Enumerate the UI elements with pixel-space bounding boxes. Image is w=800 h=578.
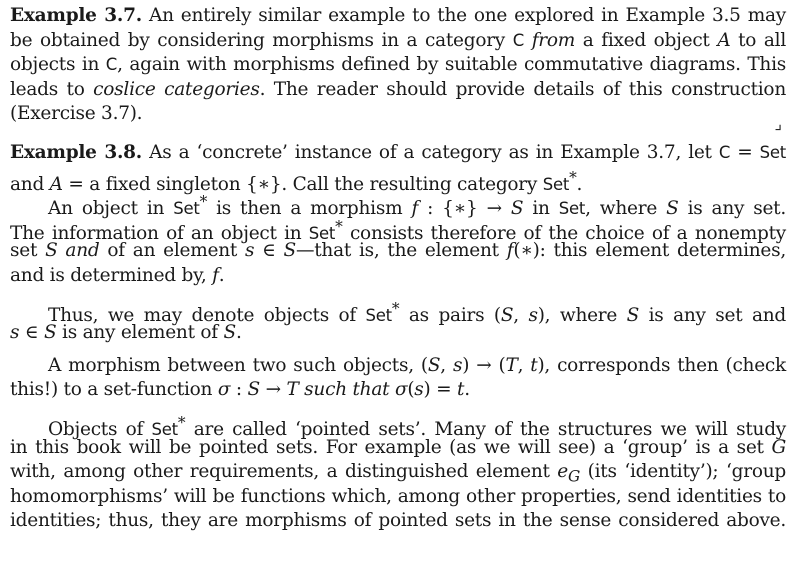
- example-label: Example 3.8.: [10, 141, 142, 163]
- text-line: identities; thus, they are morphisms of pointed sets in the sense considered above.: [10, 510, 786, 532]
- text-line: Thus, we may denote objects of Set* as pairs (S, s), where S is any set and: [48, 299, 786, 326]
- paragraph-gap: [10, 346, 786, 354]
- example-label: Example 3.7.: [10, 5, 142, 26]
- text-line: this!) to a set-function σ : S → T such that σ(s) = t.: [10, 379, 470, 401]
- text-line: Example 3.7. An entirely similar example to the one explored in Example 3.5 may: [10, 5, 787, 26]
- book-page: [10, 4, 786, 534]
- text-line: objects in C, again with morphisms defined by suitable commutative diagrams. This: [10, 54, 786, 76]
- text-line: and is determined by, f.: [10, 264, 225, 286]
- example-3-8: [10, 141, 786, 534]
- text-line: The information of an object in Set* consists therefore of the choice of a nonempty: [10, 217, 787, 244]
- text-line: with, among other requirements, a distinguished element $e_G$ (its ‘identity’); ‘group: [10, 461, 786, 486]
- text-line: leads to coslice categories. The reader should provide details of this construction: [10, 78, 786, 100]
- example-3-7: [10, 4, 786, 127]
- text-line: An object in Set* is then a morphism f : {∗} → S in Set, where S is any set.: [48, 193, 786, 220]
- text-line: set S and of an element s ∈ S—that is, the element f(∗): this element determines,: [10, 240, 787, 262]
- end-of-example-mark: ⌟: [774, 114, 782, 133]
- text-line: and A = a fixed singleton {∗}. Call the resulting category Set*.: [10, 168, 583, 195]
- text-line: Example 3.8. As a ‘concrete’ instance of a category as in Example 3.7, let C = Set: [10, 141, 786, 163]
- text-line: Objects of Set* are called ‘pointed sets’. Many of the structures we will study: [48, 413, 786, 441]
- text-line: homomorphisms’ will be functions which, among other properties, send identities to: [10, 485, 786, 507]
- text-line: A morphism between two such objects, (S, s) → (T, t), corresponds then (check: [48, 354, 786, 376]
- text-line: (Exercise 3.7).: [10, 103, 143, 125]
- text-line: in this book will be pointed sets. For example (as we will see) a ‘group’ is a set G: [10, 436, 786, 458]
- paragraph-gap: [10, 289, 786, 297]
- paragraph-gap: [10, 403, 786, 411]
- text-line: s ∈ S is any element of S.: [10, 322, 242, 344]
- paragraph-gap: [10, 127, 786, 141]
- text-line: be obtained by considering morphisms in a category C from a fixed object A to all: [10, 29, 787, 51]
